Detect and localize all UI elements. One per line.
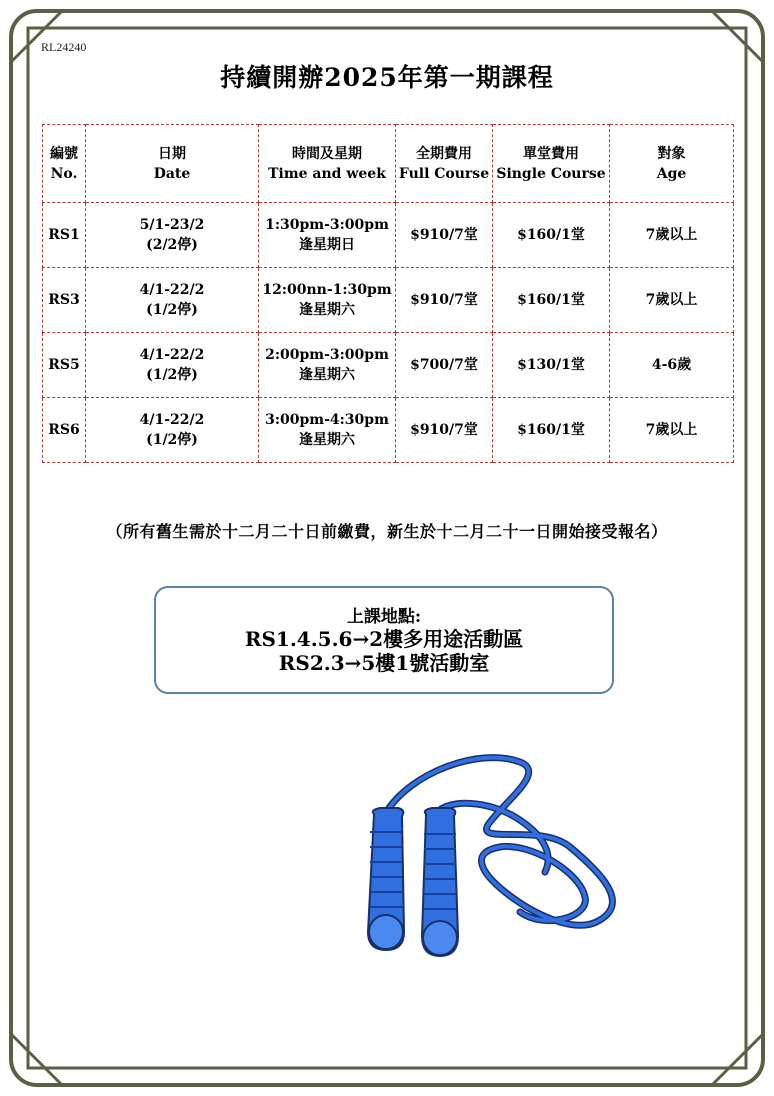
header-no: 編號 No. xyxy=(43,125,86,203)
cell-single-fee: $160/1堂 xyxy=(493,398,610,463)
venue-box xyxy=(154,586,614,694)
cell-date: 4/1-22/2 (1/2停) xyxy=(86,333,259,398)
cell-age: 7歲以上 xyxy=(610,203,734,268)
cell-no: RS5 xyxy=(43,333,86,398)
header-date: 日期 Date xyxy=(86,125,259,203)
cell-age: 7歲以上 xyxy=(610,398,734,463)
table-header-row xyxy=(43,125,734,203)
cell-full-fee: $910/7堂 xyxy=(396,268,493,333)
header-time: 時間及星期 Time and week xyxy=(259,125,396,203)
registration-note: （所有舊生需於十二月二十日前繳費，新生於十二月二十一日開始接受報名） xyxy=(106,522,668,541)
rope-handle-left xyxy=(368,808,404,950)
course-schedule-table xyxy=(42,124,734,463)
cell-age: 4-6歲 xyxy=(610,333,734,398)
header-single-course: 單堂費用 Single Course xyxy=(493,125,610,203)
cell-single-fee: $160/1堂 xyxy=(493,268,610,333)
table-row xyxy=(43,268,734,333)
cell-time: 3:00pm-4:30pm 逢星期六 xyxy=(259,398,396,463)
header-age: 對象 Age xyxy=(610,125,734,203)
table-row xyxy=(43,398,734,463)
cell-full-fee: $700/7堂 xyxy=(396,333,493,398)
cell-time: 1:30pm-3:00pm 逢星期日 xyxy=(259,203,396,268)
cell-time: 2:00pm-3:00pm 逢星期六 xyxy=(259,333,396,398)
venue-line-2: RS2.3→5樓1號活動室 xyxy=(278,651,490,675)
cell-single-fee: $160/1堂 xyxy=(493,203,610,268)
rope-handle-right xyxy=(422,808,458,956)
venue-line-1: RS1.4.5.6→2樓多用途活動區 xyxy=(244,627,524,651)
cell-no: RS6 xyxy=(43,398,86,463)
jump-rope-illustration xyxy=(340,752,630,972)
cell-full-fee: $910/7堂 xyxy=(396,203,493,268)
cell-age: 7歲以上 xyxy=(610,268,734,333)
page-title: 持續開辦2025年第一期課程 xyxy=(220,63,554,92)
cell-time: 12:00nn-1:30pm 逢星期六 xyxy=(259,268,396,333)
cell-no: RS3 xyxy=(43,268,86,333)
header-full-course: 全期費用 Full Course xyxy=(396,125,493,203)
cell-full-fee: $910/7堂 xyxy=(396,398,493,463)
cell-date: 4/1-22/2 (1/2停) xyxy=(86,268,259,333)
venue-title: 上課地點: xyxy=(346,607,422,627)
cell-date: 5/1-23/2 (2/2停) xyxy=(86,203,259,268)
cell-no: RS1 xyxy=(43,203,86,268)
table-row xyxy=(43,333,734,398)
table-row xyxy=(43,203,734,268)
document-code: RL24240 xyxy=(41,40,87,54)
cell-single-fee: $130/1堂 xyxy=(493,333,610,398)
cell-date: 4/1-22/2 (1/2停) xyxy=(86,398,259,463)
